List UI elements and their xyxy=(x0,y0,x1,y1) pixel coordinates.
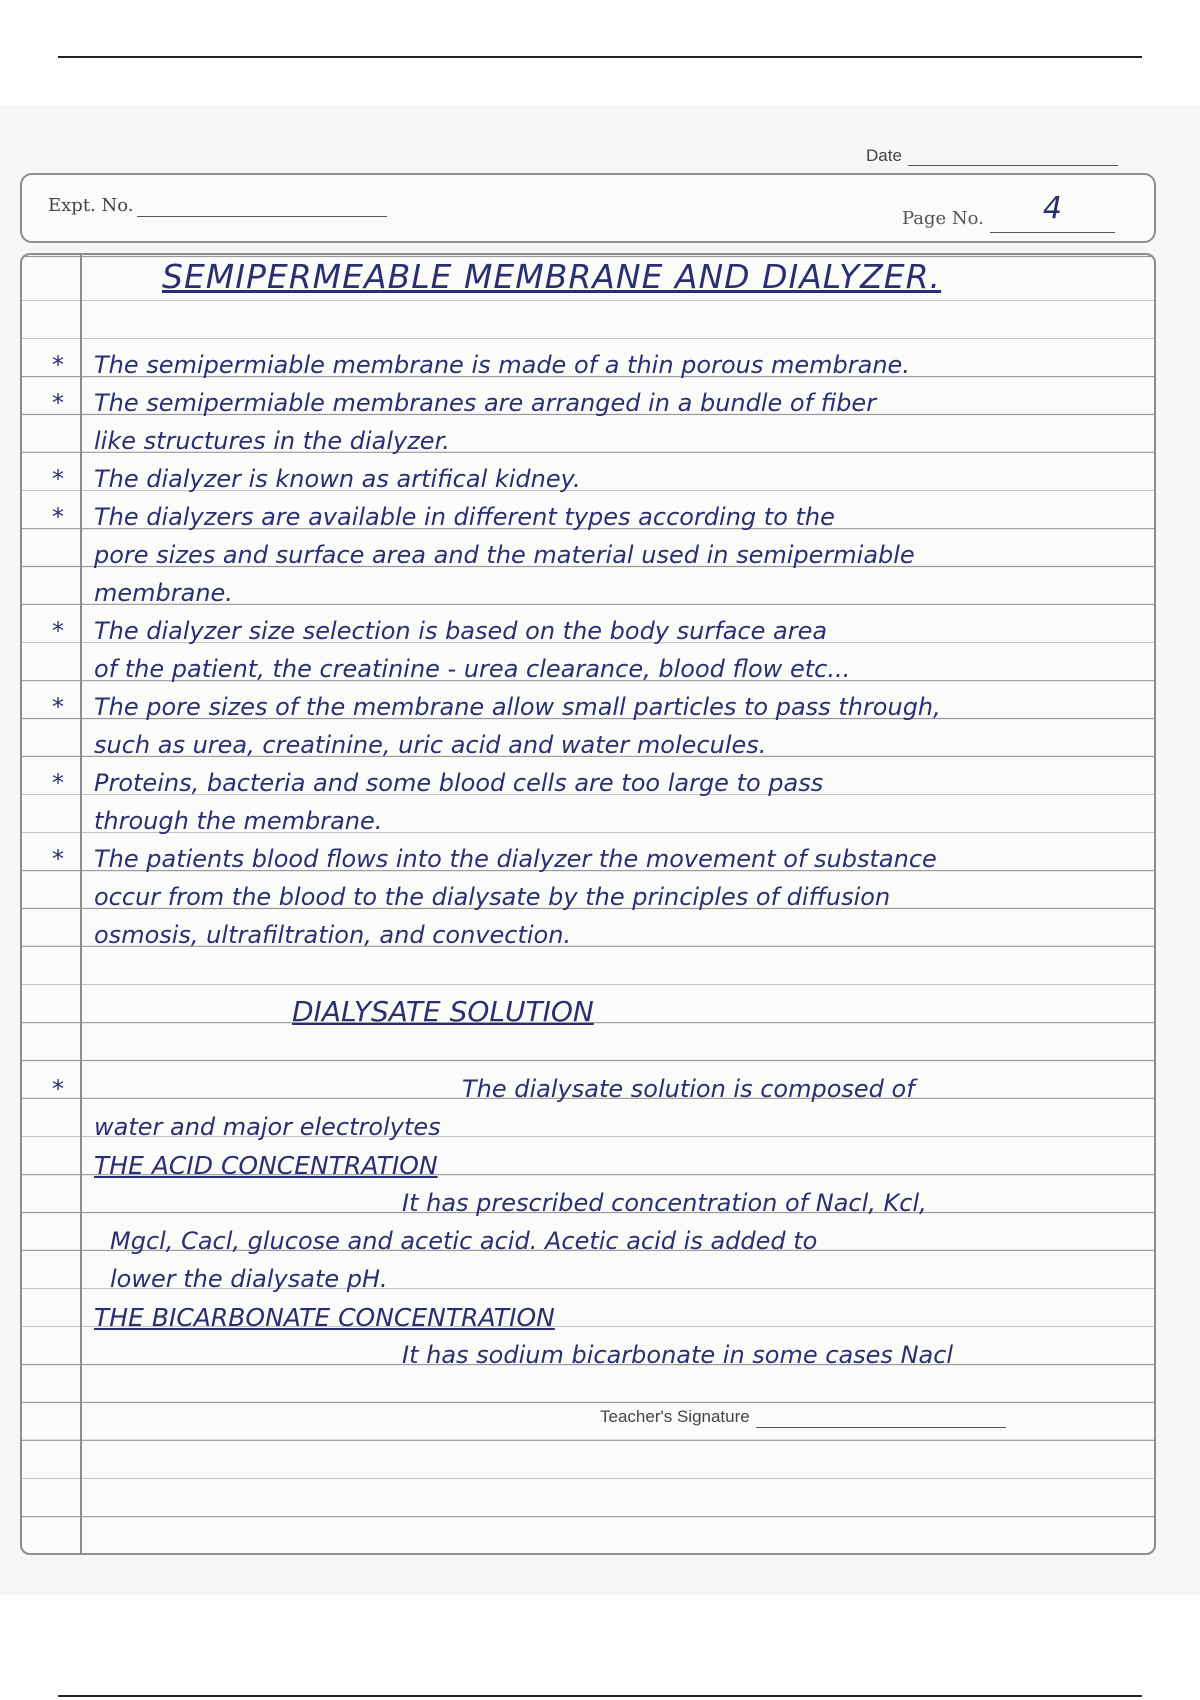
bullet: * xyxy=(52,1075,64,1103)
bullet: * xyxy=(52,465,64,493)
note-text: like structures in the dialyzer. xyxy=(94,427,450,455)
note-text: Mgcl, Cacl, glucose and acetic acid. Acetic acid is added to xyxy=(110,1227,818,1255)
note-text: The semipermiable membrane is made of a thin porous membrane. xyxy=(94,351,910,379)
page-title: SEMIPERMEABLE MEMBRANE AND DIALYZER. xyxy=(162,257,942,296)
bullet: * xyxy=(52,769,64,797)
top-rule xyxy=(58,56,1142,58)
ruled-body xyxy=(20,253,1156,1555)
note-text: The dialyzer is known as artifical kidney. xyxy=(94,465,581,493)
section-heading-dialysate: DIALYSATE SOLUTION xyxy=(292,995,594,1028)
page-label: Page No. xyxy=(902,208,984,229)
note-text: such as urea, creatinine, uric acid and water molecules. xyxy=(94,731,767,759)
date-label: Date xyxy=(866,146,902,165)
bullet: * xyxy=(52,351,64,379)
bullet: * xyxy=(52,617,64,645)
note-text: The patients blood flows into the dialyzer the movement of substance xyxy=(94,845,937,873)
bottom-rule xyxy=(58,1695,1142,1697)
teacher-signature-line xyxy=(756,1407,1006,1428)
note-text: The semipermiable membranes are arranged in a bundle of fiber xyxy=(94,389,877,417)
bullet: * xyxy=(52,503,64,531)
header-box xyxy=(20,173,1156,243)
date-line xyxy=(908,145,1118,166)
note-text: Proteins, bacteria and some blood cells are too large to pass xyxy=(94,769,824,797)
expt-line xyxy=(137,195,387,217)
date-field xyxy=(866,145,1118,166)
note-text: The dialysate solution is composed of xyxy=(462,1075,915,1103)
teacher-signature-label: Teacher's Signature xyxy=(600,1407,750,1426)
note-text: membrane. xyxy=(94,579,233,607)
note-text: pore sizes and surface area and the material used in semipermiable xyxy=(94,541,915,569)
note-text: of the patient, the creatinine - urea clearance, blood flow etc... xyxy=(94,655,851,683)
bicarbonate-concentration-heading: THE BICARBONATE CONCENTRATION xyxy=(94,1303,555,1332)
page-number-field xyxy=(902,191,1115,233)
note-text: lower the dialysate pH. xyxy=(110,1265,388,1293)
note-text: occur from the blood to the dialysate by the principles of diffusion xyxy=(94,883,891,911)
page-number-line xyxy=(990,191,1115,233)
note-text: The dialyzer size selection is based on the body surface area xyxy=(94,617,828,645)
expt-field xyxy=(48,195,387,217)
notebook-page xyxy=(0,105,1200,1595)
acid-concentration-heading: THE ACID CONCENTRATION xyxy=(94,1151,438,1180)
note-text: It has sodium bicarbonate in some cases Nacl xyxy=(402,1341,954,1369)
note-text: It has prescribed concentration of Nacl, Kcl, xyxy=(402,1189,927,1217)
note-text: osmosis, ultrafiltration, and convection. xyxy=(94,921,572,949)
margin-line xyxy=(80,255,82,1553)
bullet: * xyxy=(52,389,64,417)
bullet: * xyxy=(52,845,64,873)
bullet: * xyxy=(52,693,64,721)
note-text: through the membrane. xyxy=(94,807,383,835)
page-number-value: 4 xyxy=(1042,191,1062,226)
teacher-signature-field xyxy=(600,1407,1006,1428)
note-text: The dialyzers are available in different types according to the xyxy=(94,503,835,531)
note-text: water and major electrolytes xyxy=(94,1113,441,1141)
note-text: The pore sizes of the membrane allow small particles to pass through, xyxy=(94,693,941,721)
expt-label: Expt. No. xyxy=(48,195,134,216)
